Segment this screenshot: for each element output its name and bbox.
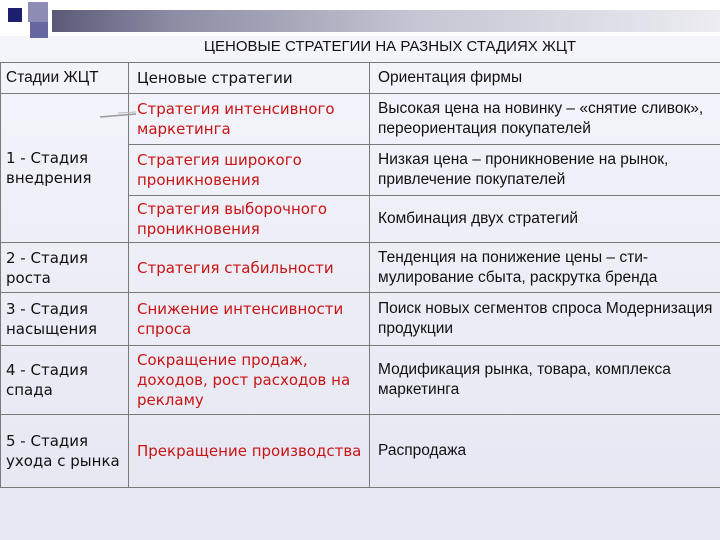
strategy-cell: Стратегия интенсивного маркетинга bbox=[129, 94, 370, 145]
header-strategy: Ценовые стратегии bbox=[129, 63, 370, 94]
orientation-cell: Тенденция на понижение цены – сти-мулирование сбыта, раскрутка бренда bbox=[370, 243, 720, 293]
slide-title: ЦЕНОВЫЕ СТРАТЕГИИ НА РАЗНЫХ СТАДИЯХ ЖЦТ bbox=[203, 38, 577, 55]
orientation-cell: Низкая цена – проникновение на рынок, привлечение покупателей bbox=[370, 145, 720, 196]
decorative-square bbox=[28, 2, 48, 22]
orientation-cell: Поиск новых сегментов спроса Модернизация продукции bbox=[370, 293, 720, 346]
header-stage: Стадии ЖЦТ bbox=[1, 63, 129, 94]
decorative-square bbox=[30, 22, 48, 38]
decorative-arrow-icon bbox=[98, 110, 140, 120]
stage-cell: 5 - Стадия ухода с рынка bbox=[1, 415, 129, 488]
stage-cell: 1 - Стадия внедрения bbox=[1, 94, 129, 243]
header-orientation: Ориентация фирмы bbox=[370, 63, 720, 94]
table-row bbox=[1, 346, 720, 415]
orientation-cell: Высокая цена на новинку – «снятие сливок», переориентация покупателей bbox=[370, 94, 720, 145]
strategy-cell: Снижение интенсивности спроса bbox=[129, 293, 370, 346]
stage-cell: 3 - Стадия насыщения bbox=[1, 293, 129, 346]
strategy-cell: Прекращение производства bbox=[129, 415, 370, 488]
orientation-cell: Комбинация двух стратегий bbox=[370, 196, 720, 243]
table-header-row bbox=[1, 63, 720, 94]
strategy-cell: Стратегия широкого проникновения bbox=[129, 145, 370, 196]
slide-header-bar bbox=[0, 0, 720, 36]
pricing-strategies-table bbox=[0, 62, 720, 488]
strategy-cell: Сокращение продаж, доходов, рост расходов на рекламу bbox=[129, 346, 370, 415]
table-row bbox=[1, 293, 720, 346]
stage-cell: 2 - Стадия роста bbox=[1, 243, 129, 293]
decorative-square bbox=[8, 8, 22, 22]
strategy-cell: Стратегия выборочного проникновения bbox=[129, 196, 370, 243]
header-gradient-stripe bbox=[52, 10, 720, 32]
table-row bbox=[1, 415, 720, 488]
orientation-cell: Модификация рынка, товара, комплекса маркетинга bbox=[370, 346, 720, 415]
stage-cell: 4 - Стадия спада bbox=[1, 346, 129, 415]
orientation-cell: Распродажа bbox=[370, 415, 720, 488]
strategy-cell: Стратегия стабильности bbox=[129, 243, 370, 293]
table-row bbox=[1, 243, 720, 293]
